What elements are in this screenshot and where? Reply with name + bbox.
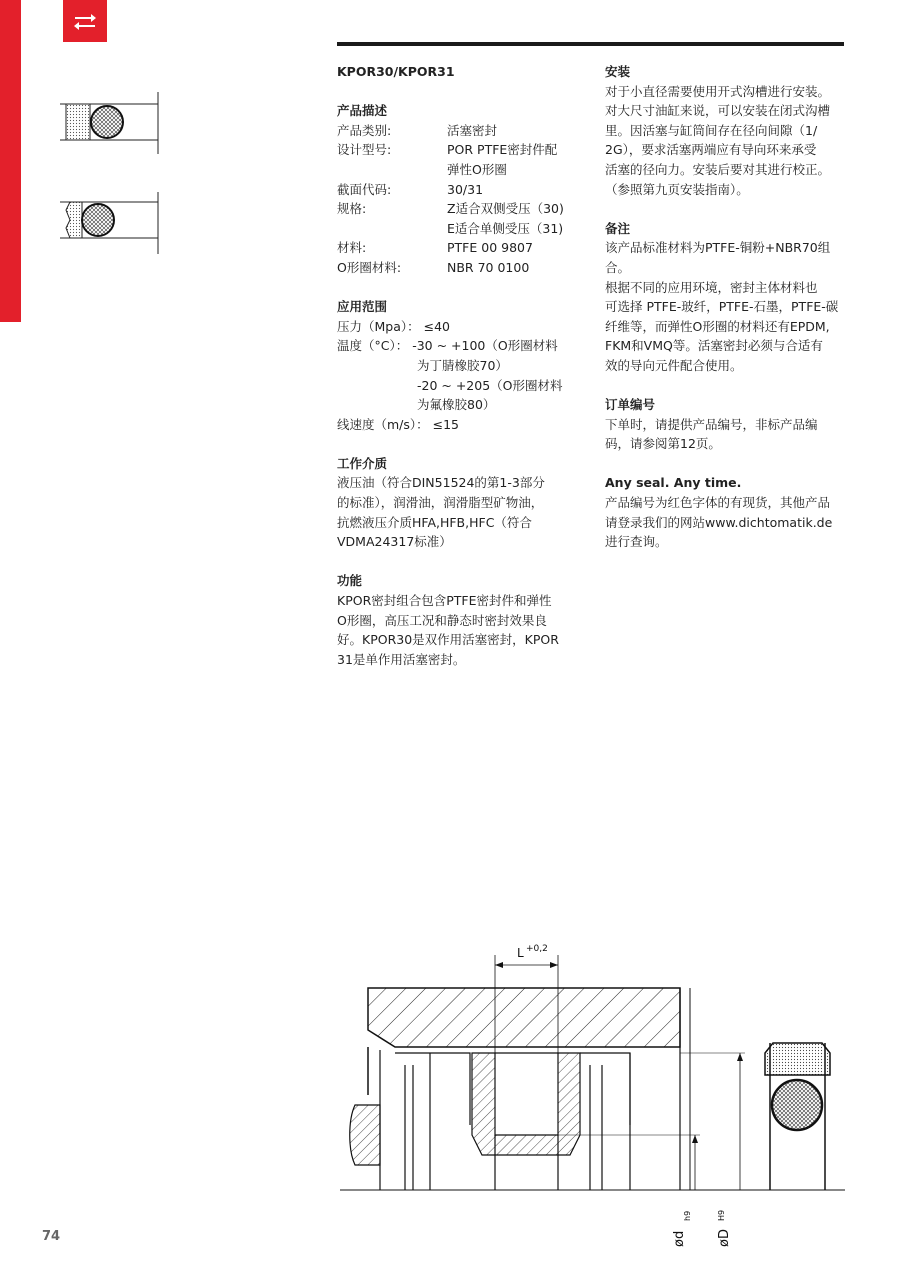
product-desc-heading: 产品描述	[337, 103, 388, 119]
media-line: 液压油（符合DIN51524的第1-3部分	[337, 475, 545, 491]
function-line: KPOR密封组合包含PTFE密封件和弹性	[337, 593, 552, 609]
side-accent-bar	[0, 0, 21, 322]
function-heading: 功能	[337, 573, 363, 589]
slogan-line: 请登录我们的网站www.dichtomatik.de	[605, 514, 833, 530]
slogan-line: 产品编号为红色字体的有现货，其他产品	[605, 495, 831, 511]
install-line: 对大尺寸油缸来说，可以安装在闭式沟槽	[605, 103, 831, 119]
order-heading: 订单编号	[605, 397, 656, 413]
dim-L-label: L	[517, 946, 524, 960]
spec-row: 规格: Z适合双侧受压（30)	[337, 201, 564, 217]
temp-line: -20 ~ +205（O形圈材料	[417, 377, 563, 393]
dim-d-label: ød	[672, 1230, 687, 1247]
seal-profile-31-icon	[60, 192, 164, 254]
product-title: KPOR30/KPOR31	[337, 64, 455, 79]
media-line: 抗燃液压介质HFA,HFB,HFC（符合	[337, 514, 532, 530]
dim-D-label: øD	[717, 1229, 732, 1247]
install-line: （参照第九页安装指南）。	[605, 181, 749, 197]
slogan-heading: Any seal. Any time.	[605, 475, 742, 491]
notes-line: 效的导向元件配合使用。	[605, 357, 743, 373]
temp-line: 为氟橡胶80）	[417, 397, 496, 413]
pressure-line: 压力（Mpa）： ≤40	[337, 318, 450, 334]
spec-row: 产品类别: 活塞密封	[337, 122, 498, 138]
notes-line: 可选择 PTFE-玻纤，PTFE-石墨，PTFE-碳	[605, 299, 839, 315]
function-line: 31是单作用活塞密封。	[337, 651, 466, 667]
slogan-line: 进行查询。	[605, 534, 668, 550]
install-line: 2G），要求活塞两端应有导向环来承受	[605, 142, 817, 158]
installation-drawing	[340, 935, 845, 1255]
seal-profile-30-icon	[60, 92, 164, 154]
arrows-icon	[73, 11, 97, 31]
order-line: 下单时，请提供产品编号，非标产品编	[605, 416, 818, 432]
left-column	[337, 62, 567, 669]
install-line: 对于小直径需要使用开式沟槽进行安装。	[605, 83, 831, 99]
temp-line: 温度（°C）： -30 ~ +100（O形圈材料	[337, 338, 558, 354]
dim-d-tolerance: h9	[683, 1210, 692, 1221]
install-heading: 安装	[605, 64, 631, 79]
application-heading: 应用范围	[337, 299, 388, 315]
spec-row: 截面代码: 30/31	[337, 181, 484, 197]
dim-D-tolerance: H9	[717, 1209, 726, 1221]
media-line: 的标准），润滑油，润滑脂型矿物油，	[337, 495, 544, 511]
speed-line: 线速度（m/s）： ≤15	[337, 416, 460, 432]
notes-line: 该产品标准材料为PTFE-铜粉+NBR70组合。	[605, 240, 831, 275]
notes-line: 纤维等，而弹性O形圈的材料还有EPDM,	[605, 318, 830, 334]
spec-row: 弹性O形圈	[447, 161, 507, 177]
spec-row: E适合单侧受压（31)	[447, 220, 564, 236]
brand-logo	[63, 0, 107, 42]
temp-line: 为丁腈橡胶70）	[417, 357, 508, 373]
order-line: 码，请参阅第12页。	[605, 436, 721, 452]
notes-line: FKM和VMQ等。活塞密封必须与合适有	[605, 338, 823, 354]
spec-row: 材料: PTFE 00 9807	[337, 240, 533, 256]
media-heading: 工作介质	[337, 455, 388, 471]
spec-row: O形圈材料: NBR 70 0100	[337, 259, 530, 275]
install-line: 活塞的径向力。安装后要对其进行校正。	[605, 161, 831, 177]
spec-row: 设计型号: POR PTFE密封件配	[337, 142, 558, 158]
function-line: 好。KPOR30是双作用活塞密封，KPOR	[337, 632, 559, 648]
header-rule	[337, 42, 844, 46]
notes-heading: 备注	[605, 220, 631, 236]
notes-line: 根据不同的应用环境，密封主体材料也	[605, 279, 818, 295]
page-number: 74	[42, 1229, 61, 1244]
function-line: O形圈，高压工况和静态时密封效果良	[337, 612, 547, 628]
install-line: 里。因活塞与缸筒间存在径向间隙（1/	[605, 122, 818, 138]
media-line: VDMA24317标准）	[337, 534, 452, 550]
dim-L-tolerance: +0,2	[526, 944, 548, 954]
right-column	[605, 62, 845, 552]
